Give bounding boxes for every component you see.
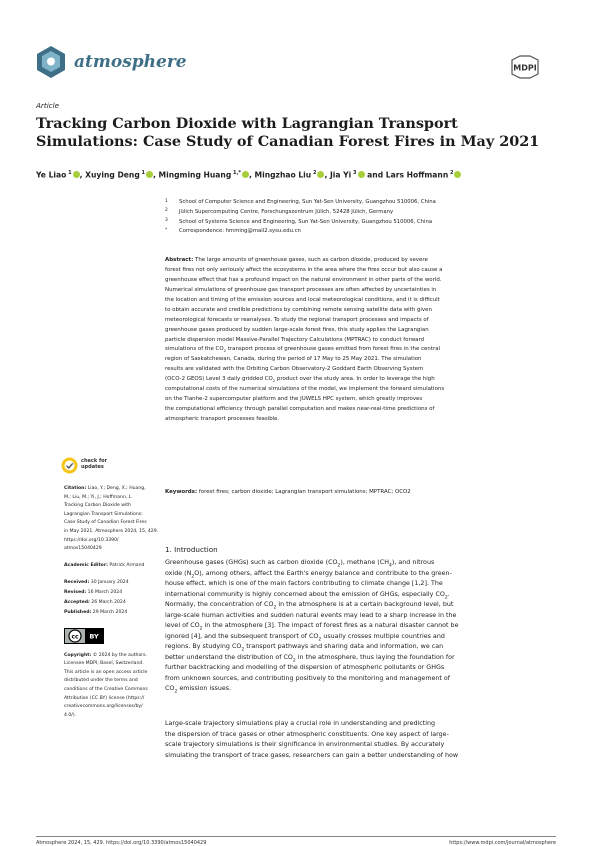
copyright-line: creativecommons.org/licenses/by/ [64, 704, 143, 710]
affiliation-mark: 3 [165, 218, 168, 224]
citation-line: Tracking Carbon Dioxide with [64, 503, 132, 509]
author-affiliation-mark: 2 [311, 170, 317, 176]
affiliation-item [165, 227, 555, 237]
body-line: from unknown sources, and contributing positively to the monitoring and management of [165, 674, 451, 682]
abstract-line: simulations of the $CO_2$ transport process of greenhouse gases emitted from forest fires in the central [165, 346, 441, 354]
editor-value: Patrick Armand [107, 562, 145, 568]
citation-line: https://doi.org/10.3390/ [64, 537, 119, 543]
orcid-icon[interactable] [146, 171, 153, 178]
body-line: international community is highly concerned about the emission of GHGs, especially $CO_2$. [165, 590, 450, 600]
orcid-icon[interactable] [242, 171, 249, 178]
keywords-text: forest fires; carbon dioxide; Lagrangian transport simulations; MPTRAC; OCO2 [197, 489, 411, 495]
article-info-sidebar [64, 453, 159, 720]
copyright-label: Copyright: [64, 652, 92, 658]
footer-journal-link[interactable]: https://www.mdpi.com/journal/atmosphere [449, 840, 556, 846]
affiliation-text: Jülich Supercomputing Centre, Forschungszentrum Jülich, 52428 Jülich, Germany [179, 208, 394, 215]
title-line: Tracking Carbon Dioxide with Lagrangian Transport [36, 115, 458, 132]
orcid-icon[interactable] [73, 171, 80, 178]
publication-dates [64, 578, 154, 617]
affiliation-item [165, 218, 555, 228]
abstract-line: (OCO-2 GEOS) Level 3 daily gridded $CO_2$ product over the study area. In order to leverage the high [165, 376, 435, 384]
citation-line: M.; Liu, M.; Yi, J.; Hoffmann, L. [64, 494, 133, 500]
body-line: the dispersion of trace gases or other atmospheric constituents. One key aspect of large- [165, 730, 449, 738]
author-affiliation-mark: 1,* [231, 170, 241, 176]
citation-line: in May 2021. Atmosphere 2024, 15, 429. [64, 528, 159, 534]
academic-editor [64, 562, 154, 571]
section-heading-introduction: 1. Introduction [165, 545, 218, 554]
author-affiliation-mark: 2 [448, 170, 454, 176]
abstract-line: region of Saskatchewan, Canada, during the period of 17 May to 25 May 2021. The simulation [165, 356, 422, 363]
abstract-line: on the Tianhe-2 supercomputer platform and the JUWELS HPC system, which greatly improves [165, 396, 423, 403]
abstract-line: atmospheric transport processes feasible. [165, 416, 280, 422]
check-updates-icon [61, 457, 78, 474]
body-line: house effect, which is one of the main factors contributing to climate change [1,2]. The [165, 580, 443, 587]
journal-name: atmosphere [74, 51, 187, 72]
intro-paragraph-1 [165, 558, 555, 695]
author-name: Jia Yi [329, 170, 352, 180]
intro-paragraph-2 [165, 719, 555, 761]
cc-by-license-icon[interactable] [64, 628, 104, 644]
article-type: Article [36, 101, 60, 110]
copyright-line: Licensee MDPI, Basel, Switzerland. [64, 661, 144, 667]
author-name: Mingzhao Liu [254, 170, 312, 180]
copyright-line: 4.0/). [64, 712, 77, 718]
body-line: oxide $(N_2O)$, among others, affect the Earth's energy balance and contribute to the green- [165, 569, 452, 579]
abstract-line: greenhouse effect that has a profound impact on the natural environment in other parts of the world. [165, 276, 442, 283]
affiliation-item [165, 198, 555, 208]
copyright-line: This article is an open access article [64, 669, 148, 675]
citation-label: Citation: [64, 486, 87, 491]
abstract-line: the location and timing of the emission sources and local meteorological conditions, and it is difficult [165, 296, 440, 303]
footer-divider [36, 836, 556, 837]
body-line: simulating the transport of trace gases, researchers can gain a better understanding of how [165, 751, 459, 759]
body-line: Large-scale trajectory simulations play a crucial role in understanding and predicting [165, 720, 436, 727]
body-line: $CO_2$ emission issues. [165, 685, 232, 695]
date-item: Revised: 16 March 2024 [64, 590, 123, 596]
paper-title [36, 115, 556, 151]
abstract [165, 256, 555, 425]
mdpi-logo-icon [510, 56, 540, 78]
journal-header [36, 45, 531, 78]
affiliation-item [165, 208, 555, 218]
body-line: level of $CO_2$ in the atmosphere [3]. The impact of forest fires as a natural disaster cannot be [165, 622, 459, 632]
copyright-line: conditions of the Creative Commons [64, 686, 148, 692]
abstract-line: to obtain accurate and credible predictions by combining remote sensing satellite data with given [165, 306, 432, 313]
date-item: Received: 30 January 2024 [64, 580, 129, 586]
abstract-line: results are validated with the Orbiting Carbon Observatory-2 Goddard Earth Observing System [165, 366, 424, 373]
citation-line: Citation: Liao, Y.; Deng, X.; Huang, [64, 486, 146, 491]
author-affiliation-mark: 3 [351, 170, 357, 176]
copyright-line: distributed under the terms and [64, 678, 138, 684]
body-line: Normally, the concentration of $CO_2$ in the atmosphere is at a certain background level, but [165, 601, 454, 611]
abstract-line: meteorological forecasts or reanalyses. To study the regional transport processes and impacts of [165, 316, 429, 323]
citation-block [64, 485, 159, 554]
svg-text:cc: cc [71, 632, 79, 640]
author-affiliation-mark: 1 [139, 170, 145, 176]
abstract-line: Numerical simulations of greenhouse gas transport processes are often affected by uncertainties in [165, 286, 437, 293]
body-line: ignored [4], and the subsequent transport of $CO_2$ usually crosses multiple countries and [165, 632, 445, 642]
body-line: better understand the distribution of $CO_2$ in the atmosphere, thus laying the foundation for [165, 653, 455, 663]
abstract-line: greenhouse gases produced by sudden large-scale forest fires, this study applies the Lagrangian [165, 326, 429, 333]
copyright-line: Attribution (CC BY) license (https:// [64, 695, 145, 701]
check-for-updates-button[interactable] [61, 453, 154, 477]
abstract-line: forest fires not only seriously affect the ecosystems in the area where the fires occur but also cause a [165, 266, 443, 273]
date-item: Accepted: 26 March 2024 [64, 599, 126, 605]
body-line: regions. By studying $CO_2$ transport pathways and sharing data and information, we can [165, 643, 444, 653]
copyright-block [64, 652, 154, 721]
orcid-icon[interactable] [358, 171, 365, 178]
orcid-icon[interactable] [454, 171, 461, 178]
abstract-line: particle dispersion model Massive-Parallel Trajectory Calculations (MPTRAC) to conduct forward [165, 336, 425, 343]
affiliations [165, 198, 555, 237]
check-updates-line: check for [81, 458, 108, 465]
affiliation-text: School of Systems Science and Engineering, Sun Yat-Sen University, Guangzhou 510006, China [179, 218, 433, 225]
author-name: Mingming Huang [158, 170, 232, 180]
author-name: Lars Hoffmann [385, 170, 449, 180]
citation-line: atmos15040429 [64, 546, 102, 552]
publisher-label: MDPI [513, 63, 537, 73]
keywords [165, 489, 555, 495]
date-item: Published: 29 March 2024 [64, 609, 128, 615]
body-line: scale trajectory simulations is their significance in environmental studies. By accurately [165, 741, 445, 748]
affiliation-mark: 2 [165, 208, 168, 214]
footer-citation: Atmosphere 2024, 15, 429. https://doi.org/10.3390/atmos15040429 [36, 840, 207, 846]
copyright-line: Copyright: © 2024 by the authors. [64, 652, 148, 658]
abstract-label: Abstract: [165, 257, 194, 263]
keywords-label: Keywords: [165, 489, 198, 495]
citation-line: Lagrangian Transport Simulations: [64, 511, 143, 517]
body-line: further backtracking and modelling of the dispersion of atmospheric pollutants or GHGs [165, 664, 445, 671]
check-updates-line: updates [81, 464, 104, 470]
affiliation-mark: 1 [165, 198, 168, 204]
author-name: Ye Liao [36, 170, 67, 180]
abstract-line: the computational efficiency through parallel computation and makes near-real-time predictions of [165, 406, 435, 413]
title-line: Simulations: Case Study of Canadian Forest Fires in May 2021 [36, 133, 540, 150]
orcid-icon[interactable] [317, 171, 324, 178]
author-list: Ye Liao $^1$ , Xuying Deng $^1$ , Mingming Huang $^{1,*}$ , Mingzhao Liu $^2$ , Jia Yi $^3$ and Lars Hoffmann $^2$ [36, 170, 556, 180]
abstract-line: Abstract: The large amounts of greenhouse gases, such as carbon dioxide, produced by severe [165, 257, 428, 263]
citation-line: Case Study of Canadian Forest Fires [64, 520, 147, 526]
author-affiliation-mark: 1 [66, 170, 72, 176]
body-line: Greenhouse gases (GHGs) such as carbon dioxide $(CO_2)$, methane $(CH_4)$, and nitrous [165, 559, 435, 569]
affiliation-text: Correspondence: hmming@mail2.sysu.edu.cn [179, 228, 301, 235]
editor-label: Academic Editor: [64, 562, 108, 568]
abstract-line: computational costs of the numerical simulations of the model, we implement the forward simulations [165, 386, 445, 393]
body-line: large-scale human activities and sudden natural events may lead to a sharp increase in the [165, 611, 457, 619]
journal-logo-icon [36, 45, 66, 78]
affiliation-text: School of Computer Science and Engineering, Sun Yat-Sen University, Guangzhou 510006, China [179, 199, 436, 205]
affiliation-mark: * [165, 227, 168, 233]
author-name: Xuying Deng [85, 170, 140, 180]
svg-text:BY: BY [89, 632, 99, 641]
